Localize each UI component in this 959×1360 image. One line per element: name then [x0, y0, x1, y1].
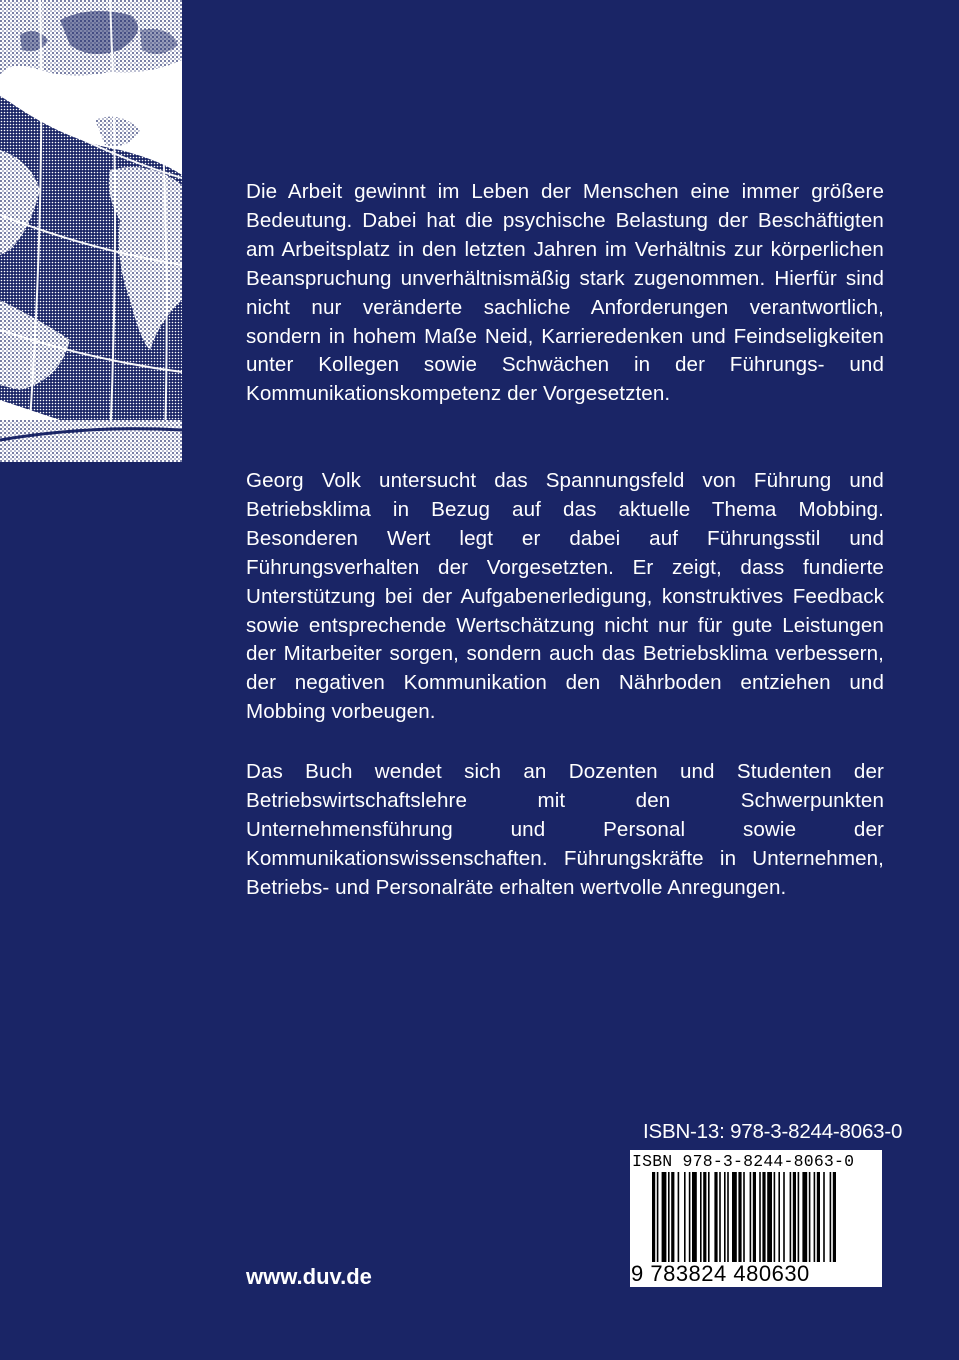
blurb-paragraph-3: Das Buch wendet sich an Dozenten und Studenten der Betriebswirtschaftslehre mit den Schwerpunkten Unternehmensführung und Personal sowie der Kommunikationswissenschaften. Führungskräfte in Unternehmen, Betriebs- und Personalräte erhalten wertvolle Anregungen.	[246, 760, 884, 899]
barcode-bar	[783, 1172, 785, 1262]
blurb-paragraph-2: Georg Volk untersucht das Spannungsfeld von Führung und Betriebsklima in Bezug auf das aktuelle Thema Mobbing. Besonderen Wert legt er dabei auf Führungsstil und Führungsverhalten der Vorgesetzten. Er zeigt, dass fundierte Unterstützung bei der Aufgabenerledigung, konstruktives Feedback sowie entsprechende Wertschätzung nicht nur für gute Leistungen der Mitarbeiter sorgen, sondern auch das Betriebsklima verbessern, der negativen Kommunikation den Nährboden entziehen und Mobbing vorbeugen.	[246, 469, 884, 724]
barcode-bar	[830, 1172, 832, 1262]
barcode-bar	[759, 1172, 761, 1262]
barcode-digits: 9 783824 480630	[631, 1261, 810, 1286]
barcode-bar	[708, 1172, 710, 1262]
globe-illustration	[0, 0, 182, 462]
barcode-bar	[657, 1172, 659, 1262]
barcode-bar	[732, 1172, 737, 1262]
barcode-bar	[671, 1172, 674, 1262]
barcode-bar	[662, 1172, 667, 1262]
barcode-bar	[809, 1172, 811, 1262]
barcode-bar	[727, 1172, 729, 1262]
barcode-bar	[714, 1172, 717, 1262]
barcode-bar	[692, 1172, 697, 1262]
barcode-bar	[689, 1172, 691, 1262]
barcode-bar	[762, 1172, 765, 1262]
barcode-bar	[817, 1172, 820, 1262]
barcode-bar	[778, 1172, 780, 1262]
barcode-bar	[790, 1172, 792, 1262]
barcode-bar	[798, 1172, 800, 1262]
barcode-bar	[774, 1172, 776, 1262]
isbn-label: ISBN-13: 978-3-8244-8063-0	[643, 1120, 903, 1143]
isbn-barcode	[630, 1150, 882, 1287]
barcode-bar	[684, 1172, 686, 1262]
barcode-bar	[743, 1172, 745, 1262]
barcode-bar	[802, 1172, 807, 1262]
barcode-bar	[703, 1172, 706, 1262]
blurb-paragraph-1: Die Arbeit gewinnt im Leben der Menschen eine immer größere Bedeutung. Dabei hat die psychische Belastung der Beschäftigten am Arbeitsplatz in den letzten Jahren im Verhältnis zur körperlichen Beanspruchung unverhältnismäßig stark zugenommen. Hierfür sind nicht nur veränderte sachliche Anforderungen verantwortlich, sondern in hohem Maße Neid, Karrieredenken und Feindseligkeiten unter Kollegen sowie Schwächen in der Führungs- und Kommunikationskompetenz der Vorgesetzten.	[246, 180, 884, 406]
barcode-bar	[750, 1172, 752, 1262]
barcode-bar	[767, 1172, 772, 1262]
barcode-bar	[793, 1172, 796, 1262]
publisher-website[interactable]: www.duv.de	[246, 1264, 372, 1289]
barcode-bar	[700, 1172, 702, 1262]
barcode-bar	[814, 1172, 816, 1262]
barcode-bar	[753, 1172, 756, 1262]
barcode-bar	[668, 1172, 670, 1262]
barcode-bar	[823, 1172, 825, 1262]
barcode-bar	[678, 1172, 680, 1262]
barcode-bars	[630, 1172, 882, 1264]
barcode-bar	[738, 1172, 741, 1262]
barcode-header: ISBN 978-3-8244-8063-0	[632, 1152, 855, 1171]
barcode-bar	[724, 1172, 726, 1262]
barcode-bar	[719, 1172, 721, 1262]
barcode-bar	[833, 1172, 836, 1262]
barcode-bar	[652, 1172, 655, 1262]
